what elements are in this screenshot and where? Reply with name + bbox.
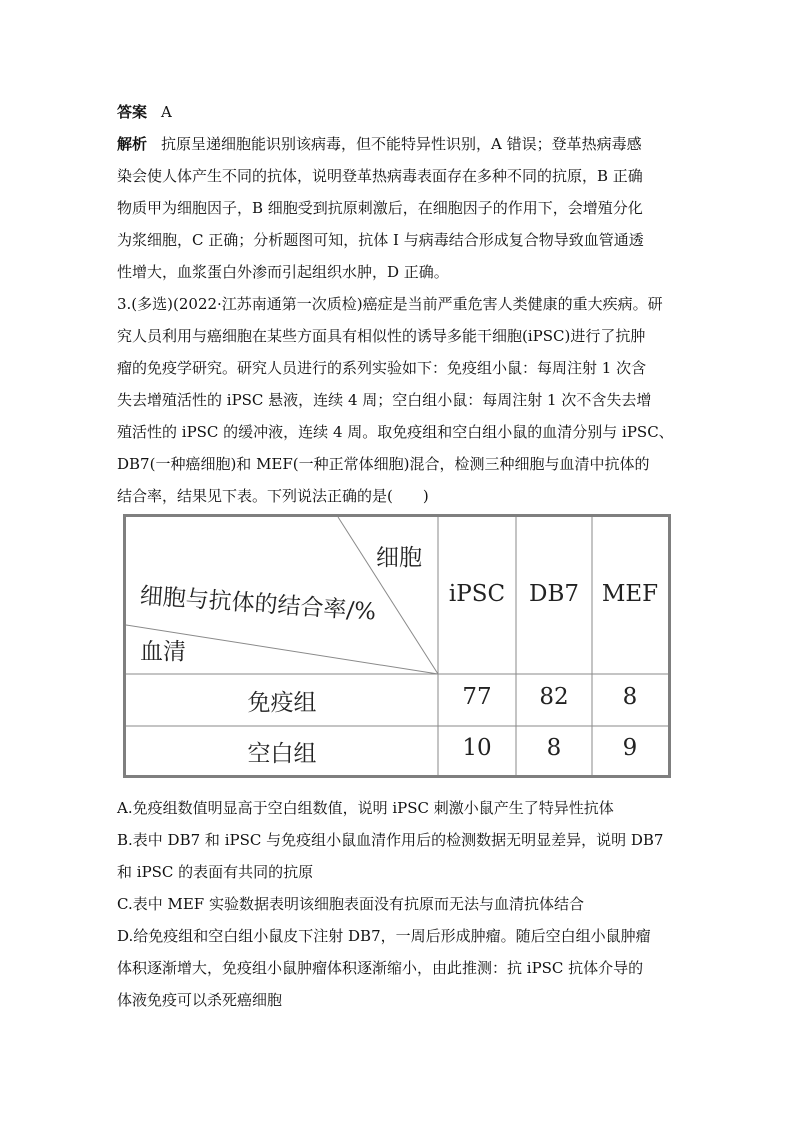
analysis-line: 染会使人体产生不同的抗体，说明登革热病毒表面存在多种不同的抗原，B 正确 (117, 167, 643, 185)
header-serum-label: 血清 (140, 639, 186, 665)
row-label-blank: 空白组 (247, 741, 317, 767)
question-line: 3.(多选)(2022·江苏南通第一次质检)癌症是当前严重危害人类健康的重大疾病。研 (117, 295, 663, 313)
header-cell-label: 细胞 (376, 545, 422, 571)
question-line: 殖活性的 iPSC 的缓冲液，连续 4 周。取免疫组和空白组小鼠的血清分别与 iPSC、 (117, 423, 674, 441)
option-b-continued: 和 iPSC 的表面有共同的抗原 (117, 863, 314, 881)
question-line: 失去增殖活性的 iPSC 悬液，连续 4 周；空白组小鼠：每周注射 1 次不含失去增 (117, 391, 652, 409)
table-cell: 8 (622, 684, 638, 710)
option-d-continued: 体液免疫可以杀死癌细胞 (117, 991, 283, 1009)
analysis-line: 抗原呈递细胞能识别该病毒，但不能特异性识别，A 错误；登革热病毒感 (161, 135, 642, 153)
answer-line (117, 96, 679, 128)
row-label-immune: 免疫组 (247, 690, 317, 716)
analysis-paragraph (117, 128, 679, 288)
column-header-ipsc: iPSC (448, 581, 506, 607)
analysis-line: 性增大，血浆蛋白外渗而引起组织水肿，D 正确。 (117, 263, 449, 281)
analysis-label: 解析 (117, 135, 148, 153)
header-rate-label: 细胞与抗体的结合率/% (138, 583, 377, 626)
question-stem (117, 288, 679, 512)
table-cell: 82 (539, 684, 569, 710)
results-table (123, 514, 671, 778)
table-cell: 10 (462, 735, 492, 761)
table-cell: 77 (462, 684, 492, 710)
option-a: A.免疫组数值明显高于空白组数值，说明 iPSC 刺激小鼠产生了特异性抗体 (117, 799, 614, 817)
options-list (117, 792, 679, 1016)
question-line: 究人员利用与癌细胞在某些方面具有相似性的诱导多能干细胞(iPSC)进行了抗肿 (117, 327, 646, 345)
option-d-continued: 体积逐渐增大，免疫组小鼠肿瘤体积逐渐缩小，由此推测：抗 iPSC 抗体介导的 (117, 959, 644, 977)
table-cell: 8 (546, 735, 562, 761)
column-header-mef: MEF (601, 581, 659, 607)
option-d: D.给免疫组和空白组小鼠皮下注射 DB7，一周后形成肿瘤。随后空白组小鼠肿瘤 (117, 927, 651, 945)
option-c: C.表中 MEF 实验数据表明该细胞表面没有抗原而无法与血清抗体结合 (117, 895, 584, 913)
answer-label: 答案 (117, 103, 148, 121)
analysis-line: 物质甲为细胞因子，B 细胞受到抗原刺激后，在细胞因子的作用下，会增殖分化 (117, 199, 643, 217)
analysis-line: 为浆细胞，C 正确；分析题图可知，抗体 I 与病毒结合形成复合物导致血管通透 (117, 231, 644, 249)
question-line: DB7(一种癌细胞)和 MEF(一种正常体细胞)混合，检测三种细胞与血清中抗体的 (117, 455, 650, 473)
column-header-db7: DB7 (529, 581, 579, 607)
question-line: 结合率，结果见下表。下列说法正确的是( ) (117, 487, 429, 505)
answer-value: A (161, 103, 172, 121)
table-cell: 9 (622, 735, 638, 761)
question-line: 瘤的免疫学研究。研究人员进行的系列实验如下：免疫组小鼠：每周注射 1 次含 (117, 359, 647, 377)
option-b: B.表中 DB7 和 iPSC 与免疫组小鼠血清作用后的检测数据无明显差异，说明 DB7 (117, 831, 664, 849)
